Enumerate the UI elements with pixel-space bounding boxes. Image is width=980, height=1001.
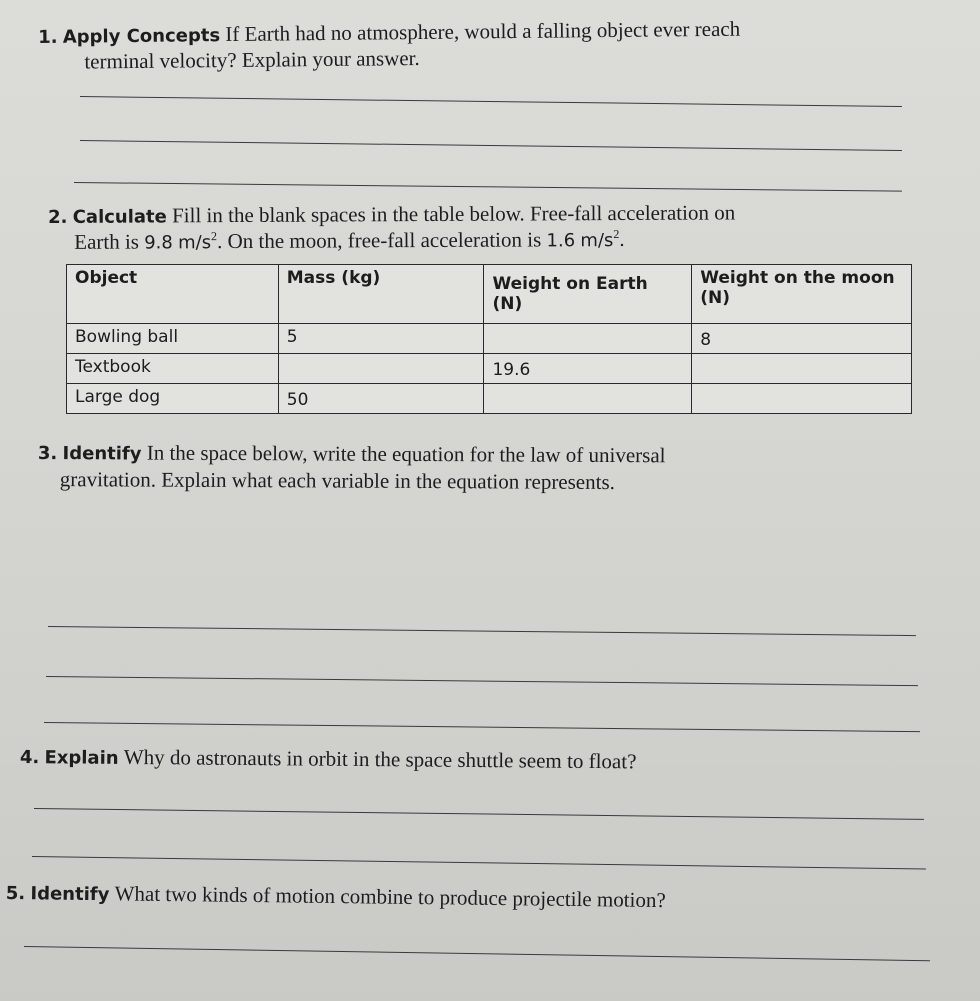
table-cell-blank[interactable] [278, 354, 484, 384]
question-keyword: Identify [62, 443, 142, 465]
answer-line[interactable] [74, 182, 902, 192]
answer-line[interactable] [46, 676, 918, 686]
punctuation: . [619, 226, 625, 252]
question-keyword: Identify [30, 883, 110, 906]
table-cell: Bowling ball [67, 324, 279, 354]
question-keyword: Apply Concepts [62, 25, 221, 48]
question-text: Why do astronauts in orbit in the space shuttle seem to float? [123, 744, 637, 774]
question-4 [20, 744, 637, 775]
question-text-line2: terminal velocity? Explain your answer. [84, 46, 420, 74]
question-1 [38, 17, 741, 75]
exponent: 2 [613, 227, 620, 242]
question-number: 3. [37, 442, 58, 465]
answer-line[interactable] [44, 722, 920, 732]
answer-line[interactable] [48, 626, 916, 636]
answer-line[interactable] [24, 946, 930, 961]
answer-line[interactable] [80, 140, 902, 151]
question-text-line2: gravitation. Explain what each variable in the equation represents. [59, 467, 615, 495]
table-cell: 19.6 [484, 354, 692, 384]
table-cell-blank[interactable] [484, 384, 692, 414]
question-number: 5. [5, 882, 26, 905]
question-number: 1. [38, 26, 58, 48]
column-header: Weight on the moon (N) [692, 265, 912, 324]
table-row [67, 384, 912, 414]
table-row [67, 354, 912, 384]
question-text: . On the moon, free-fall acceleration is [216, 227, 542, 254]
question-text: Earth is [74, 229, 139, 254]
question-2 [48, 200, 735, 256]
table-cell-blank[interactable] [692, 384, 912, 414]
question-5 [6, 880, 666, 914]
unit: m/s [178, 232, 212, 254]
question-text: In the space below, write the equation for the law of universal [146, 440, 666, 468]
exponent: 2 [210, 229, 218, 244]
column-header: Object [67, 265, 279, 324]
table-cell: 50 [278, 384, 484, 414]
table-cell-blank[interactable] [692, 354, 912, 384]
answer-line[interactable] [32, 856, 926, 869]
question-number: 4. [19, 746, 40, 769]
column-header: Weight on Earth (N) [484, 265, 692, 324]
unit: m/s [580, 230, 614, 252]
question-text: What two kinds of motion combine to produce projectile motion? [114, 881, 666, 913]
table-row [67, 324, 912, 354]
earth-acceleration-value: 9.8 [144, 232, 173, 254]
table-cell: 8 [692, 324, 912, 354]
weight-table [66, 264, 912, 414]
answer-line[interactable] [34, 808, 924, 820]
table-cell-blank[interactable] [484, 324, 692, 354]
column-header: Mass (kg) [278, 265, 484, 324]
table-cell: 5 [278, 324, 484, 354]
question-keyword: Calculate [72, 206, 167, 228]
table-header-row [67, 265, 912, 324]
moon-acceleration-value: 1.6 [546, 230, 576, 252]
question-keyword: Explain [44, 747, 119, 769]
question-number: 2. [48, 206, 68, 228]
question-3 [38, 440, 666, 495]
answer-line[interactable] [80, 96, 902, 107]
table-cell: Large dog [67, 384, 279, 414]
question-text: Fill in the blank spaces in the table below. Free-fall acceleration on [172, 200, 736, 228]
question-text: If Earth had no atmosphere, would a falling object ever reach [225, 16, 741, 47]
table-cell: Textbook [67, 354, 279, 384]
